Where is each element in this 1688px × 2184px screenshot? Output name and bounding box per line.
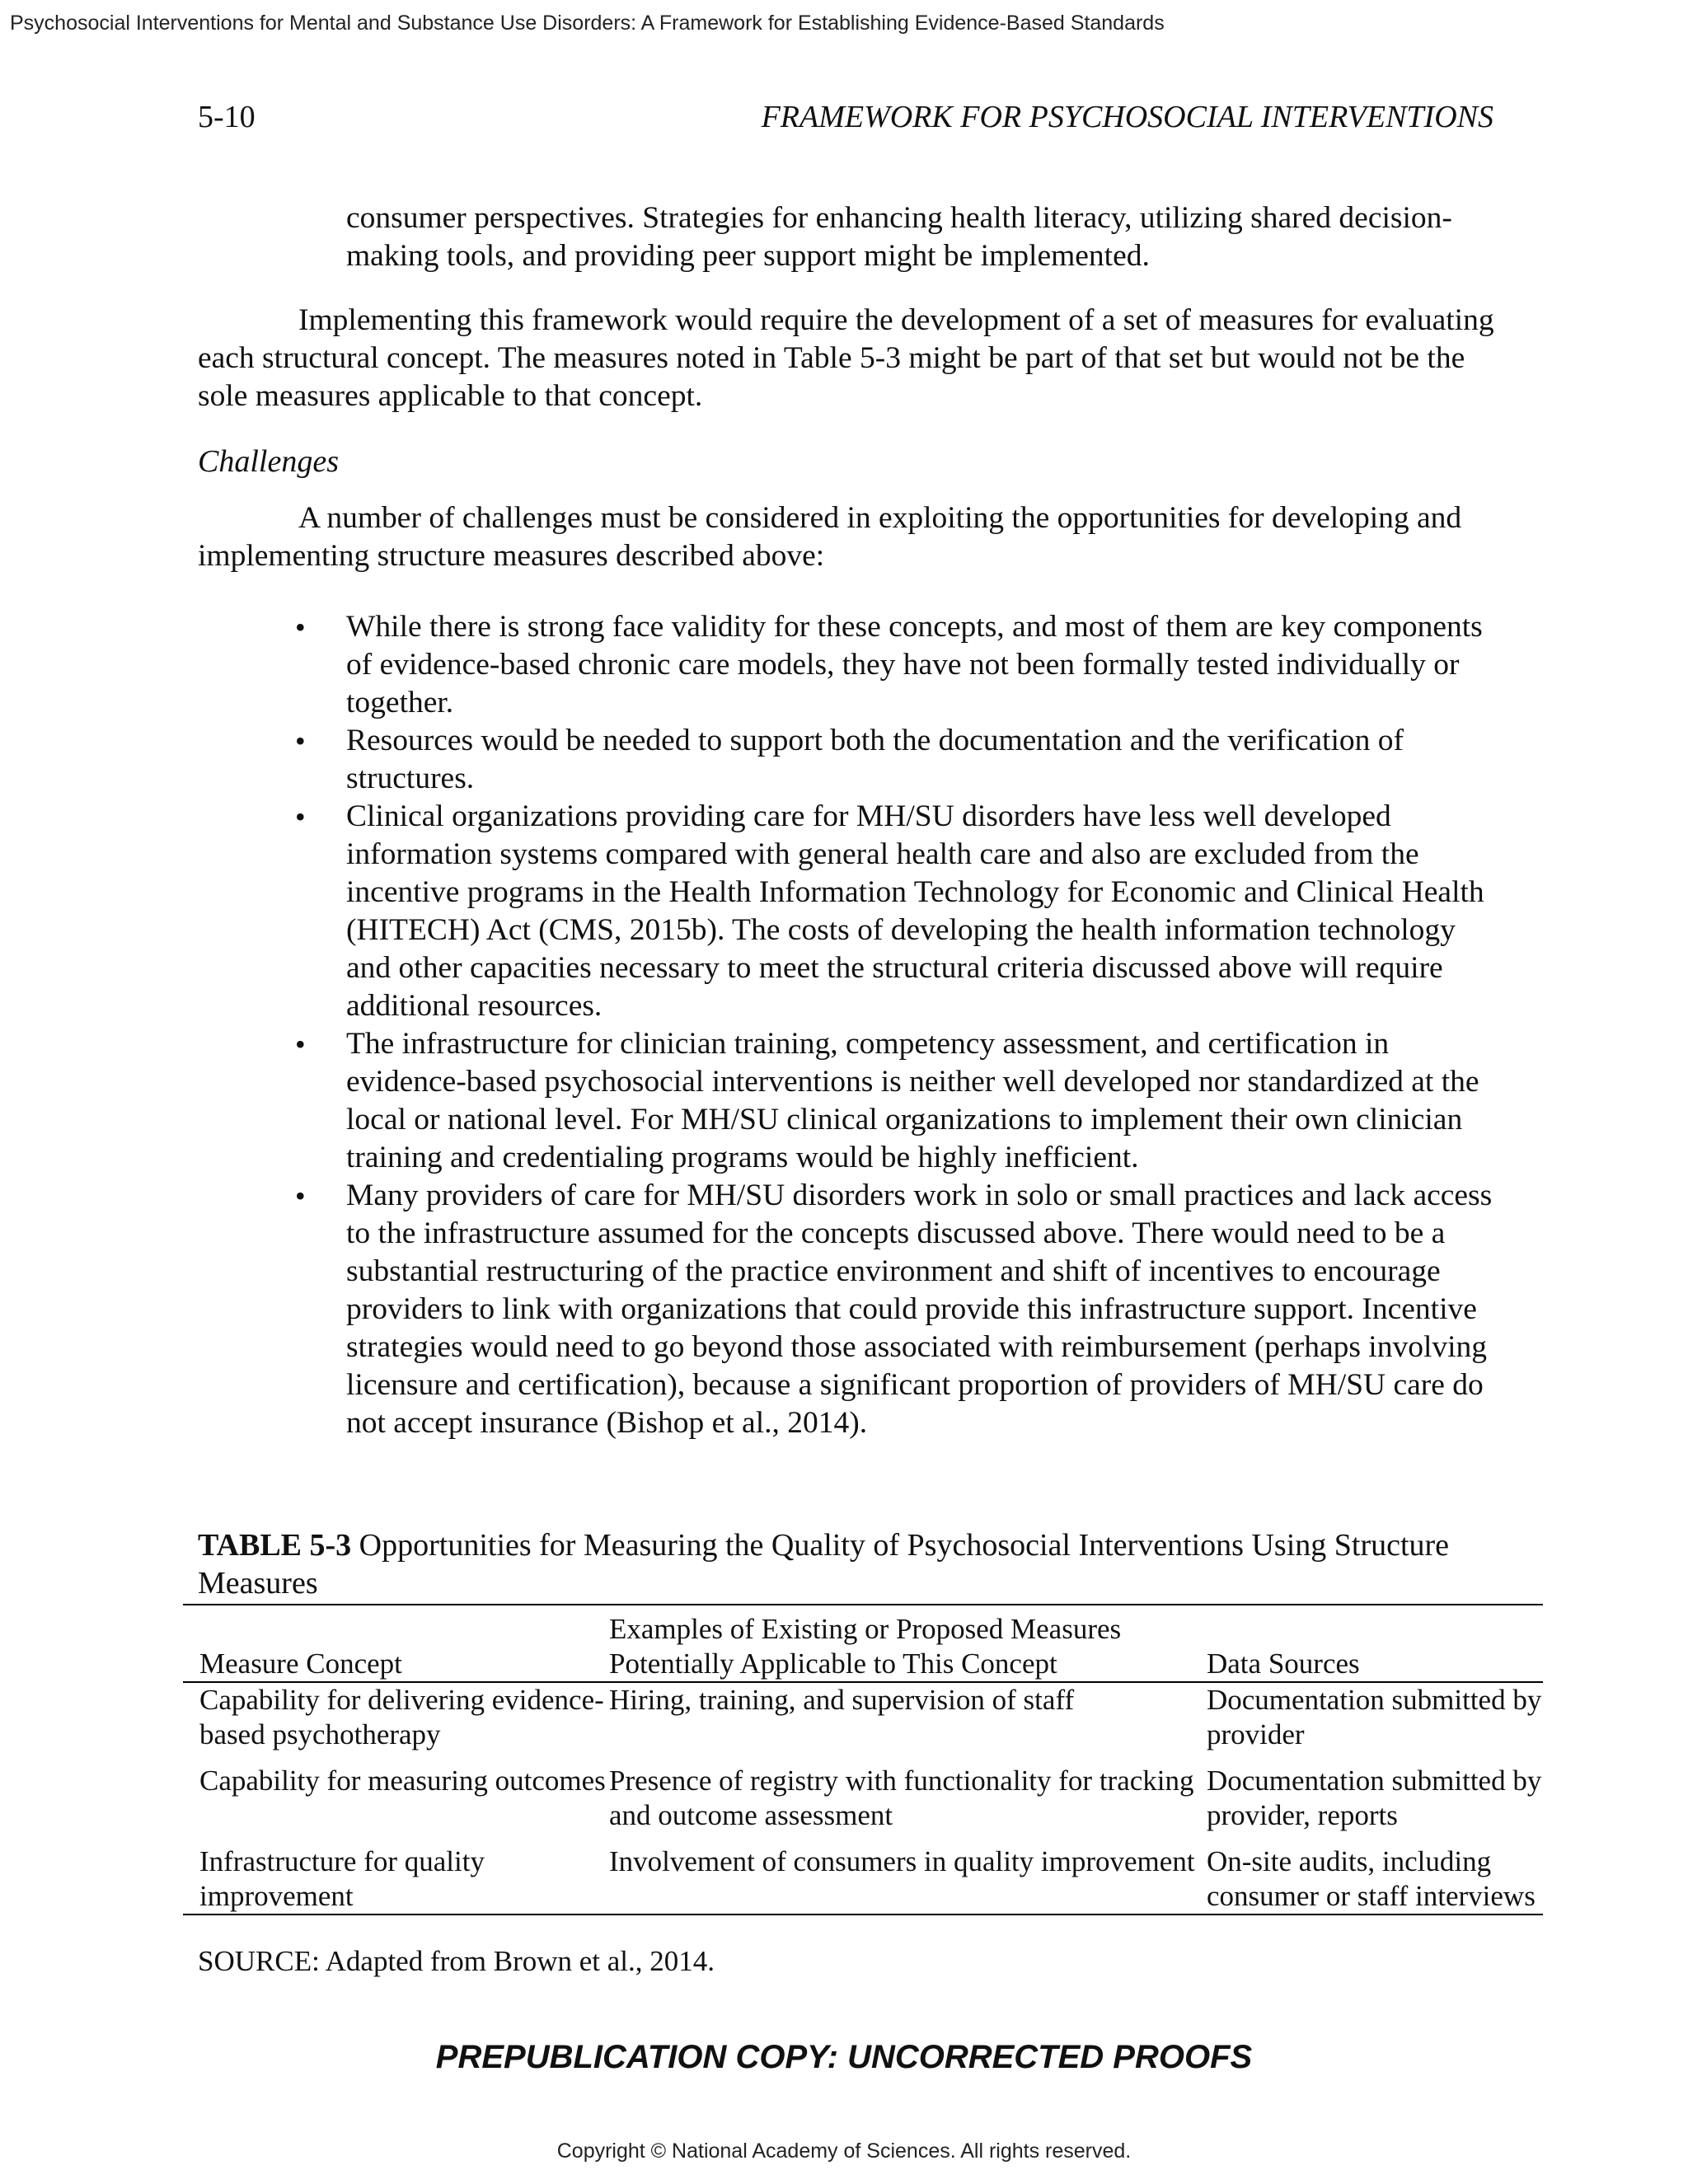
- paragraph-framework-measures: Implementing this framework would require the development of a set of measures for evaluating each structural concept. The measures noted in Table 5-3 might be part of that set but would not be the sole measures applicable to that concept.: [198, 303, 1494, 413]
- bullet-text: The infrastructure for clinician training, competency assessment, and certification in evidence-based psychosocial interventions is neither well developed nor standardized at the local or national level. For MH/SU clinical organizations to implement their own clinician training and credentialing programs would be highly inefficient.: [346, 1027, 1479, 1174]
- copyright-notice: Copyright © National Academy of Sciences. All rights reserved.: [556, 2139, 1132, 2163]
- table-cell: Documentation submitted by provider: [1207, 1684, 1542, 1750]
- table-source-note: SOURCE: Adapted from Brown et al., 2014.: [198, 1945, 715, 1977]
- bullet-dot: •: [295, 724, 306, 757]
- header-measure-concept: Measure Concept: [183, 1605, 609, 1682]
- bullet-text: While there is strong face validity for these concepts, and most of them are key components of evidence-based chronic care models, they have not been formally tested individually or together.: [346, 610, 1483, 719]
- table-cell: Capability for measuring outcomes: [199, 1765, 606, 1797]
- bullet-dot: •: [295, 1028, 306, 1061]
- bullet-text: Resources would be needed to support both the documentation and the verification of structures.: [346, 724, 1404, 795]
- structure-measures-table: [183, 1604, 1543, 1915]
- prepublication-notice: PREPUBLICATION COPY: UNCORRECTED PROOFS: [435, 2039, 1253, 2075]
- bullet-dot: •: [295, 800, 306, 833]
- challenges-bullet-list: [295, 608, 1500, 1442]
- bullet-text: Clinical organizations providing care for MH/SU disorders have less well developed information systems compared with general health care and also are excluded from the incentive programs in the Health Information Technology for Economic and Clinical Health (HITECH) Act (CMS, 2015b). The costs of developing the health information technology and other capacities necessary to meet the structural criteria discussed above will require additional resources.: [346, 799, 1484, 1023]
- table-number: TABLE 5-3: [198, 1528, 352, 1563]
- bullet-dot: •: [295, 611, 306, 644]
- header-example-measures: Examples of Existing or Proposed Measures Potentially Applicable to This Concept: [609, 1605, 1207, 1682]
- table-cell: On-site audits, including consumer or staff interviews: [1207, 1845, 1536, 1912]
- page-number: 5-10: [198, 100, 256, 134]
- header-data-sources: Data Sources: [1207, 1605, 1543, 1682]
- table-title: Opportunities for Measuring the Quality of Psychosocial Interventions Using Structure Measures: [198, 1528, 1450, 1601]
- table-row: [183, 1682, 1543, 1764]
- table-cell: Capability for delivering evidence-based psychotherapy: [199, 1684, 604, 1750]
- table-cell: Presence of registry with functionality for tracking and outcome assessment: [609, 1765, 1194, 1831]
- bullet-item: [295, 1177, 1500, 1442]
- section-heading-challenges: Challenges: [198, 444, 339, 479]
- bullet-item: [295, 608, 1500, 722]
- table-cell: Documentation submitted by provider, reports: [1207, 1765, 1542, 1831]
- bullet-text: Many providers of care for MH/SU disorders work in solo or small practices and lack access to the infrastructure assumed for the concepts discussed above. There would need to be a substantial restructuring of the practice environment and shift of incentives to encourage providers to link with organizations that could provide this infrastructure support. Incentive strategies would need to go beyond those associated with reimbursement (perhaps involving licensure and certification), because a significant proportion of providers of MH/SU care do not accept insurance (Bishop et al., 2014).: [346, 1179, 1493, 1440]
- table-row: [183, 1844, 1543, 1915]
- bullet-dot: •: [295, 1179, 306, 1212]
- table-cell: Involvement of consumers in quality improvement: [609, 1845, 1195, 1877]
- table-cell: Infrastructure for quality improvement: [199, 1845, 485, 1912]
- table-header-row: [183, 1605, 1543, 1682]
- continued-bullet-text: consumer perspectives. Strategies for enhancing health literacy, utilizing shared decision-making tools, and providing peer support might be implemented.: [346, 201, 1452, 273]
- table-cell: Hiring, training, and supervision of staff: [609, 1684, 1075, 1716]
- table-caption: [198, 1526, 1484, 1602]
- bullet-item: [295, 1025, 1500, 1177]
- chapter-header-title: FRAMEWORK FOR PSYCHOSOCIAL INTERVENTIONS: [761, 100, 1493, 134]
- paragraph-challenges-intro: A number of challenges must be considered in exploiting the opportunities for developing and implementing structure measures described above:: [198, 501, 1462, 573]
- running-head: Psychosocial Interventions for Mental and Substance Use Disorders: A Framework for Establishing Evidence-Based Standards: [10, 12, 1165, 35]
- table-row: [183, 1764, 1543, 1844]
- bullet-item: [295, 798, 1500, 1025]
- bullet-item: [295, 722, 1500, 798]
